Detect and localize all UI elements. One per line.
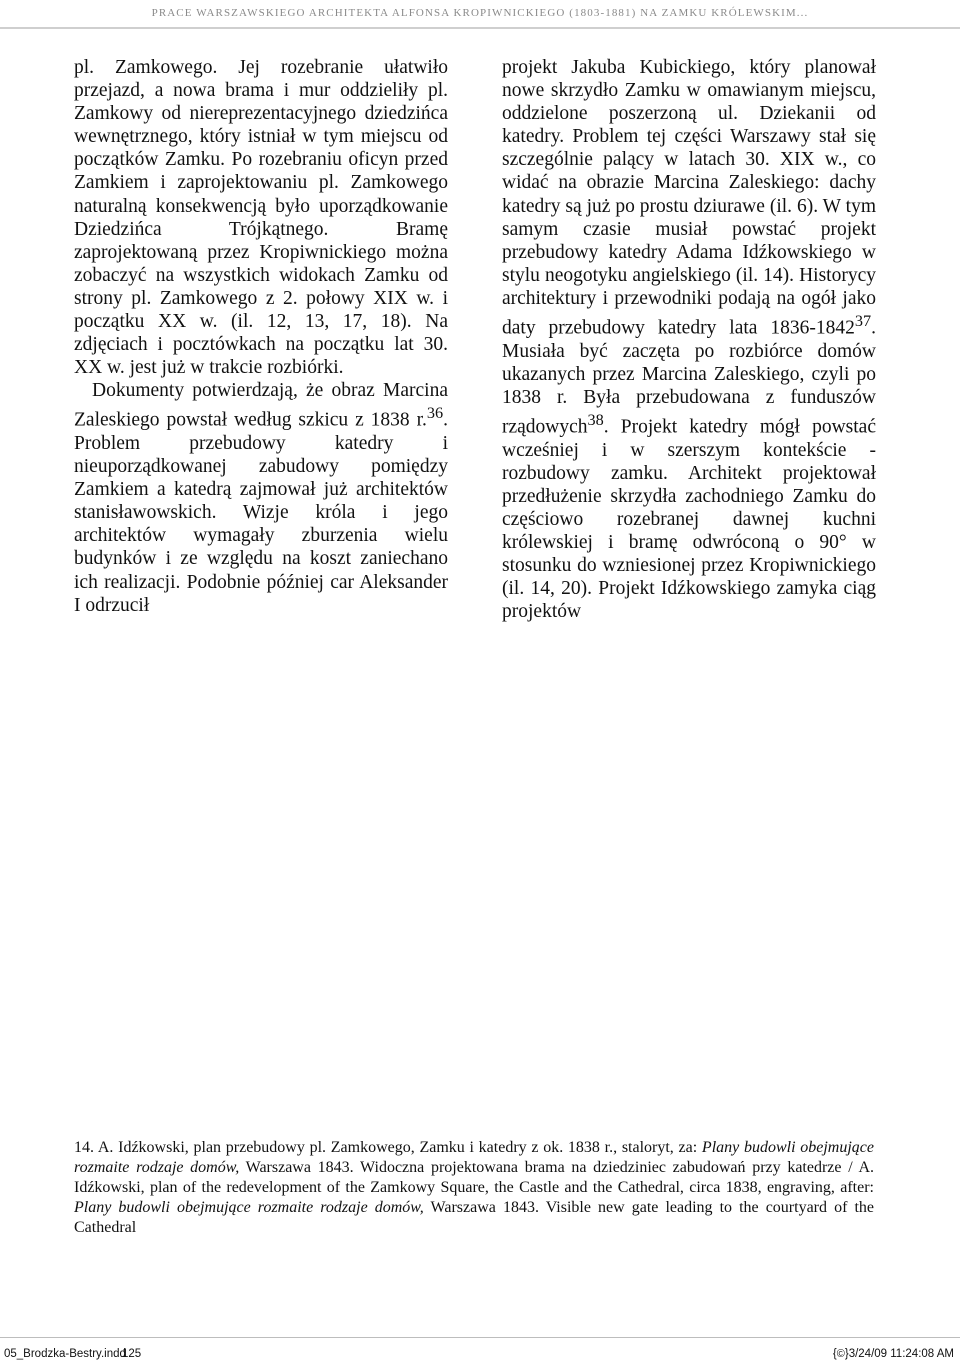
caption-part: 14. A. Idźkowski, plan przebudowy pl. Zamkowego, Zamku i katedry z ok. 1838 r., staloryt, za: <box>74 1139 702 1156</box>
paragraph <box>74 379 448 616</box>
footnote-marker[interactable]: 38 <box>587 410 604 429</box>
copyright-icon: © <box>836 1348 845 1360</box>
left-text-column <box>74 56 448 617</box>
footer-file-name: 05_Brodzka-Bestry.indd <box>4 1348 126 1360</box>
right-text-column <box>502 56 876 623</box>
paragraph <box>502 56 876 623</box>
paragraph-text: projekt Jakuba Kubickiego, który planował nowe skrzydło Zamku w omawianym miejscu, oddzielone poszerzoną ul. Dziekanii od katedry. Problem tej części Warszawy stał się szczególnie palący w latach 30. XIX w., co widać na obrazie Marcina Zaleskiego: dachy katedry są już po prostu dziurawe (il. 6). W tym samym czasie musiał powstać projekt przebudowy katedry Adama Idźkowskiego w stylu neogotyku angielskiego (il. 14). Historycy architektury i przewodniki podają na ogół jako daty przebudowy katedry lata 1836-1842 <box>502 57 876 339</box>
caption-part: Warszawa 1843. Widoczna projektowana brama na dziedziniec zabudowań przy katedrze / A. Idźkowski, plan of the redevelopment of the Zamkowy Square, the Castle and the Cathedral, circa 1838, engraving, after: <box>74 1159 874 1197</box>
footer-divider <box>0 1337 960 1338</box>
paragraph-text: Dokumenty potwierdzają, że obraz Marcina Zaleskiego powstał według szkicu z 1838 r. <box>74 380 448 431</box>
paragraph <box>74 56 448 379</box>
paragraph-text: . Projekt katedry mógł powstać wcześniej i w szerszym kontekście - rozbudowy zamku. Architekt projektował przedłużenie skrzydła zachodniego Zamku do częściowo rozebranej dawnej kuchni królewskiej i bramę odwróconą o 90° w stosunku do wzniesionej przez Kropiwnickiego (il. 14, 20). Projekt Idźkowskiego zamyka ciąg projektów <box>502 416 876 623</box>
figure-caption <box>74 1138 874 1238</box>
footnote-marker[interactable]: 36 <box>426 404 444 423</box>
print-footer <box>0 1337 960 1363</box>
caption-part: Warszawa 1843. Visible new gate leading to the courtyard of the Cathedral <box>74 1199 875 1237</box>
footer-page-number: 125 <box>122 1348 142 1360</box>
footnote-marker[interactable]: 37 <box>854 312 872 331</box>
caption-title-italic: Plany budowli obejmujące rozmaite rodzaje domów, <box>74 1199 424 1217</box>
caption-text <box>74 1138 874 1238</box>
paragraph-text: . Problem przebudowy katedry i nieuporządkowanej zabudowy pomiędzy Zamkiem a katedrą zajmował już architektów stanisławowskich. Wizje króla i jego architektów wymagały zburzenia wielu budynków i ze względu na koszt zaniechano ich realizacji. Podobnie później car Aleksander I odrzucił <box>74 409 448 616</box>
paragraph-text: . Musiała być zaczęta po rozbiórce domów ukazanych przez Marcina Zaleskiego, czyli po 1838 r. Była przebudowana z funduszów rządowych <box>502 317 876 438</box>
footer-brace: { <box>832 1348 837 1360</box>
caption-title-italic: Plany budowli obejmujące rozmaite rodzaje domów, <box>74 1139 875 1177</box>
footer-timestamp <box>833 1348 954 1360</box>
footer-time: }3/24/09 11:24:08 AM <box>844 1348 954 1360</box>
header-divider <box>0 27 960 29</box>
running-header: PRACE WARSZAWSKIEGO ARCHITEKTA ALFONSA KROPIWNICKIEGO (1803-1881) NA ZAMKU KRÓLEWSKIM... <box>151 7 809 19</box>
paragraph-text: pl. Zamkowego. Jej rozebranie ułatwiło przejazd, a nowa brama i mur oddzieliły pl. Zamkowy od niereprezentacyjnego dziedzińca wewnętrznego, który istniał w tym miejscu od początków Zamku. Po rozebraniu oficyn przed Zamkiem i zaprojektowaniu pl. Zamkowego naturalną konsekwencją było uporządkowanie Dziedzińca Trójkątnego. Bramę zaprojektowaną przez Kropiwnickiego można zobaczyć na wszystkich widokach Zamku od strony pl. Zamkowego z 2. połowy XIX w. i początku XX w. (il. 12, 13, 17, 18). Na zdjęciach i pocztówkach na początku lat 30. XX w. jest już w trakcie rozbiórki. <box>74 57 448 379</box>
